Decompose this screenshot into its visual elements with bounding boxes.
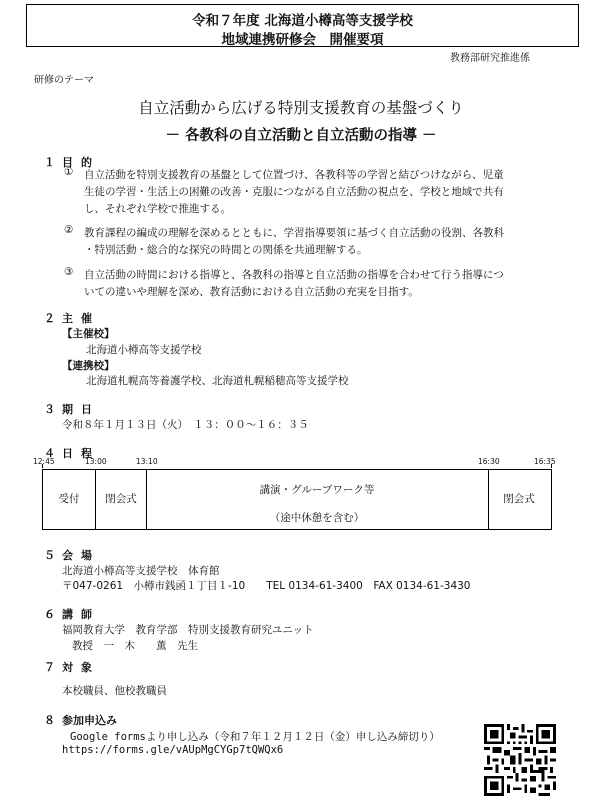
section-heading-venue: 会場 [62, 549, 100, 562]
purpose-line: ・特別活動・総合的な探究の時間との関係を共通理解する。 [84, 244, 368, 256]
time-label: 13:10 [136, 457, 158, 466]
header-box [26, 4, 579, 47]
schedule-cell-reception: 受付 [58, 493, 80, 505]
section-number: ６ [44, 608, 55, 621]
schedule-cell-closing: 閉会式 [503, 493, 535, 505]
schedule-table [42, 469, 552, 530]
purpose-line: 生徒の学習・生活上の困難の改善・克服につながる自立活動の視点を、学校と地域で共有 [84, 186, 504, 198]
item-marker: ② [64, 224, 74, 236]
section-heading-target: 対象 [62, 661, 100, 674]
item-marker: ① [64, 166, 74, 178]
sub-title: － 各教科の自立活動と自立活動の指導 － [165, 128, 437, 144]
host-school: 北海道小樽高等支援学校 [86, 344, 202, 356]
schedule-cell-opening: 閉会式 [105, 493, 137, 505]
purpose-line: 自立活動の時間における指導と、各教科の指導と自立活動の指導を合わせて行う指導につ [84, 269, 504, 281]
time-label: 16:35 [534, 457, 556, 466]
section-heading-date: 期日 [62, 403, 100, 416]
section-number: ３ [44, 403, 55, 416]
section-heading-apply: 参加申込み [62, 714, 117, 727]
section-heading-purpose: 目的 [62, 156, 100, 169]
section-number: ５ [44, 549, 55, 562]
time-label: 13:00 [85, 457, 107, 466]
item-marker: ③ [64, 266, 74, 278]
apply-form-link[interactable]: https://forms.gle/vAUpMgCYGp7tQWQx6 [62, 744, 284, 756]
venue-address: 〒047-0261 小樽市銭函１丁目１-10 TEL 0134-61-3400 FAX 0134-61-3430 [62, 580, 471, 592]
department-label: 教務部研究推進係 [450, 53, 530, 64]
section-heading-lecturer: 講師 [62, 608, 100, 621]
theme-label: 研修のテーマ [34, 75, 94, 86]
purpose-line: 教育課程の編成の理解を深めるとともに、学習指導要領に基づく自立活動の役割、各教科 [84, 227, 504, 239]
section-number: ７ [44, 661, 55, 674]
apply-instructions: Google formsより申し込み（令和７年１２月１２日（金）申し込み締切り） [70, 731, 440, 743]
partner-label: 【連携校】 [62, 360, 115, 372]
venue-name: 北海道小樽高等支援学校 体育館 [62, 565, 220, 577]
target-audience: 本校職員、他校教職員 [62, 685, 167, 697]
lecturer-affiliation: 福岡教育大学 教育学部 特別支援教育研究ユニット [62, 624, 314, 636]
time-label: 12:45 [33, 457, 55, 466]
section-number: ８ [44, 714, 55, 727]
schedule-cell-lecture: 講演・グループワーク等 [259, 484, 375, 496]
timeline-ticks [42, 464, 552, 468]
lecturer-name: 教授 一 木 薫 先生 [72, 640, 198, 652]
qr-code-icon [484, 724, 556, 796]
schedule-cell-lecture-note: （途中休憩を含む） [269, 512, 365, 524]
time-label: 16:30 [478, 457, 500, 466]
section-number: １ [44, 156, 55, 169]
event-date: 令和８年１月１３日（火） １３：００～１６：３５ [62, 419, 309, 431]
section-heading-organizer: 主催 [62, 312, 100, 325]
section-number: ４ [44, 447, 55, 460]
purpose-line: いての違いや理解を深め、教育活動における自立活動の充実を目指す。 [84, 286, 419, 298]
host-label: 【主催校】 [62, 328, 115, 340]
purpose-line: し、それぞれ学校で推進する。 [84, 203, 231, 215]
section-number: ２ [44, 312, 55, 325]
header-subtitle: 地域連携研修会 開催要項 [221, 32, 384, 48]
header-title: 令和７年度 北海道小樽高等支援学校 [192, 13, 413, 29]
section-heading-schedule: 日程 [62, 447, 100, 460]
main-title: 自立活動から広げる特別支援教育の基盤づくり [138, 99, 464, 117]
partner-schools: 北海道札幌高等養護学校、北海道札幌稲穂高等支援学校 [86, 375, 349, 387]
purpose-line: 自立活動を特別支援教育の基盤として位置づけ、各教科等の学習と結びつけながら、児童 [84, 169, 504, 181]
